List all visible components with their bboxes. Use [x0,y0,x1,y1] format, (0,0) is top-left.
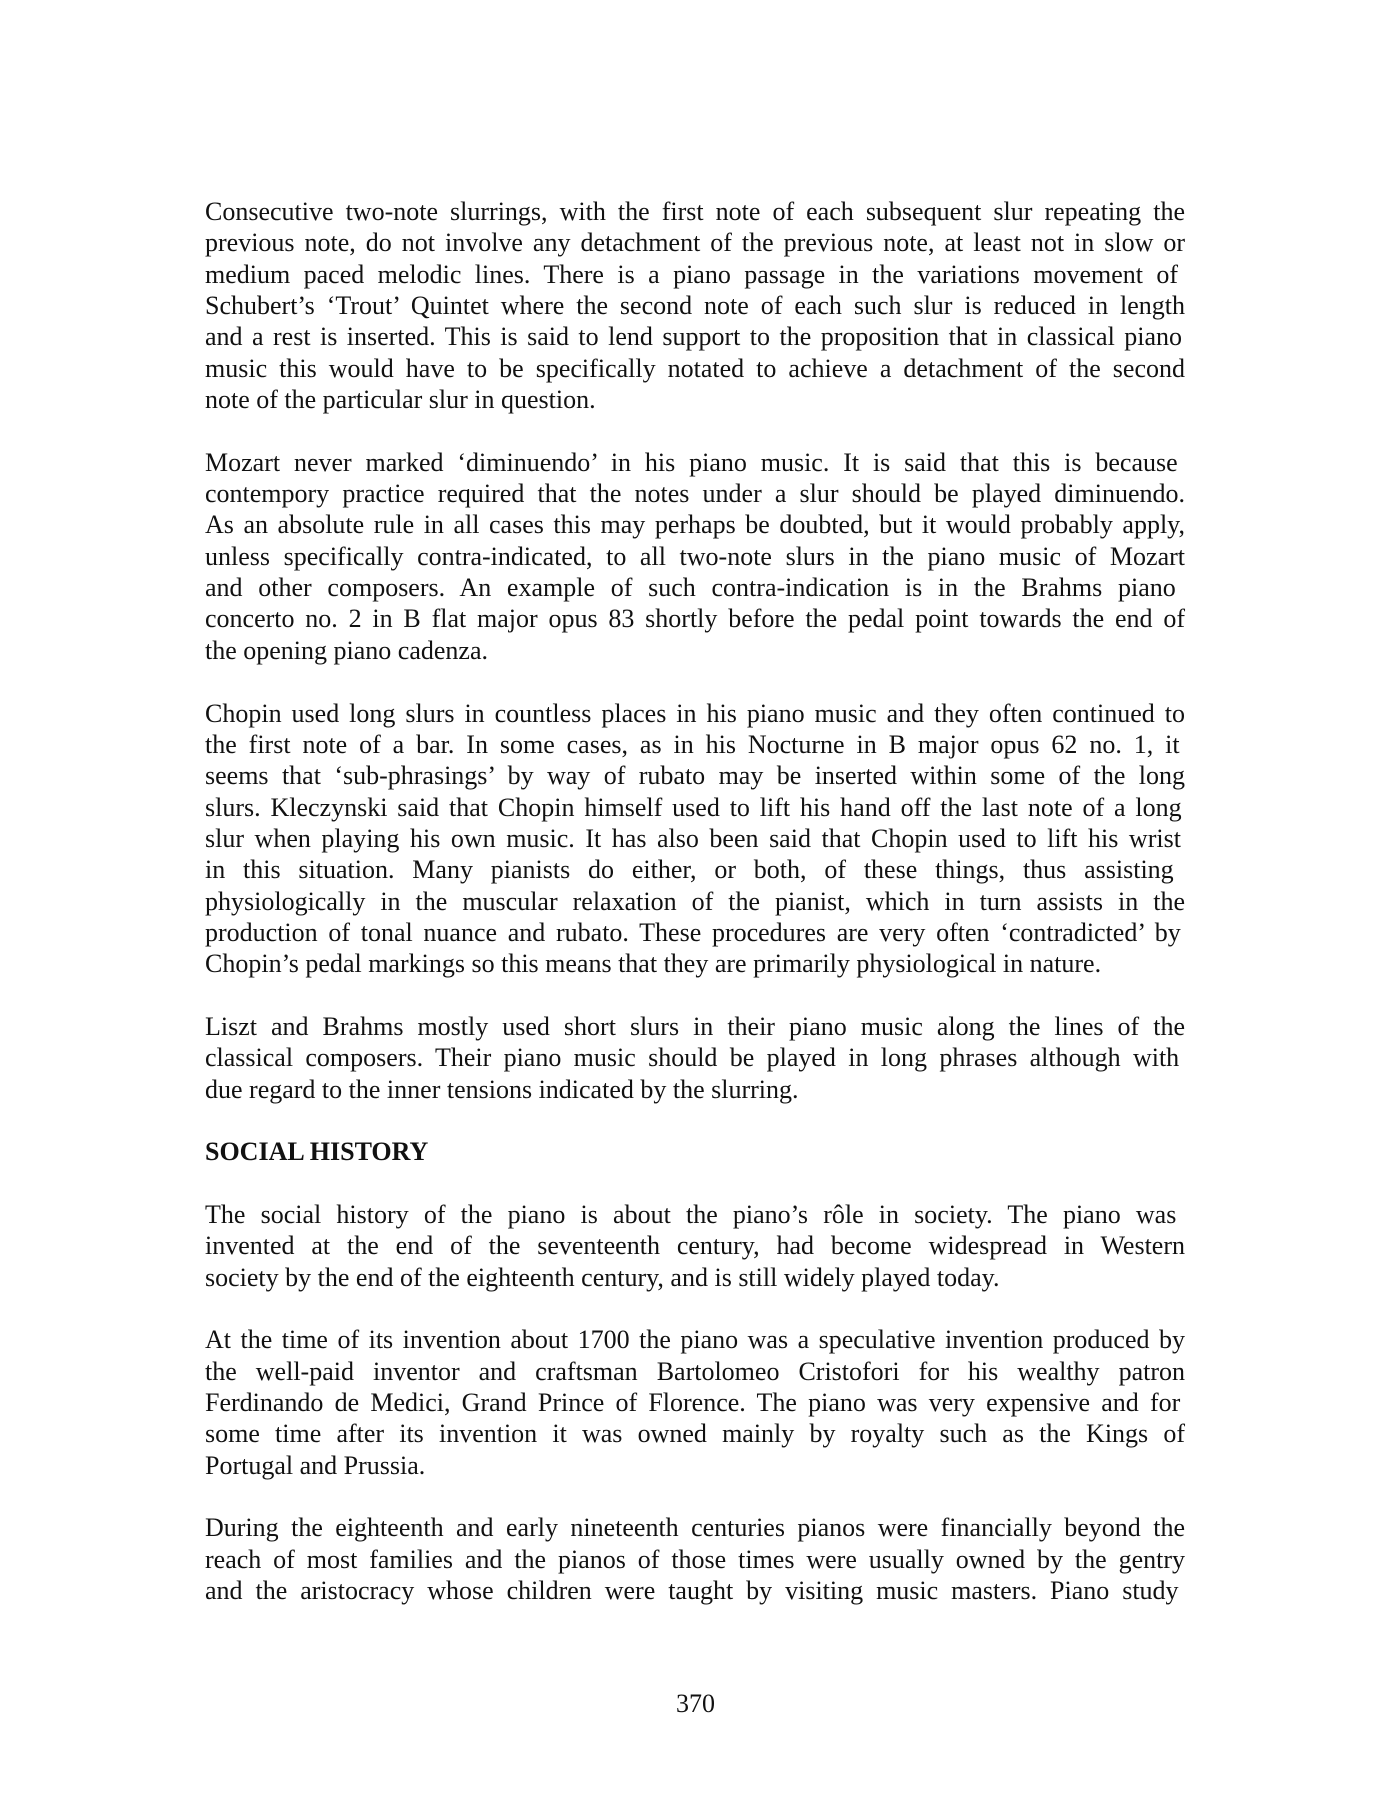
text-line: and a rest is inserted. This is said to lend support to the proposition that in classical piano [205,322,1183,352]
text-line: slur when playing his own music. It has also been said that Chopin used to lift his wrist [205,823,1181,853]
text-line: contempory practice required that the notes under a slur should be played diminuendo. [205,479,1185,509]
text-line: music this would have to be specifically notated to achieve a detachment of the second [205,353,1185,383]
text-line: concerto no. 2 in B flat major opus 83 shortly before the pedal point towards the end of [205,604,1185,634]
text-line: Liszt and Brahms mostly used short slurs in their piano music along the lines of the [205,1011,1185,1041]
text-line: The social history of the piano is about the piano’s rôle in society. The piano was [205,1200,1177,1229]
text-line: invented at the end of the seventeenth century, had become widespread in Western [205,1231,1185,1261]
text-line: During the eighteenth and early nineteenth centuries pianos were financially beyond the [205,1513,1185,1543]
text-line: classical composers. Their piano music should be played in long phrases although with [205,1043,1180,1073]
text-line: slurs. Kleczynski said that Chopin himself used to lift his hand off the last note of a long [205,792,1182,822]
text-line: due regard to the inner tensions indicated by the slurring. [205,1074,799,1104]
text-line: Ferdinando de Medici, Grand Prince of Florence. The piano was very expensive and for [205,1388,1181,1418]
text-line: some time after its invention it was owned mainly by royalty such as the Kings of [205,1419,1185,1449]
body-text [205,196,1185,1638]
paragraph [205,196,1185,415]
paragraph [205,698,1185,980]
text-line: Mozart never marked ‘diminuendo’ in his piano music. It is said that this is because [205,447,1178,477]
text-line: medium paced melodic lines. There is a piano passage in the variations movement of [205,259,1179,289]
text-line: and the aristocracy whose children were taught by visiting music masters. Piano study [205,1576,1179,1606]
text-line: production of tonal nuance and rubato. These procedures are very often ‘contradicted’ by [205,917,1181,947]
text-line: in this situation. Many pianists do either, or both, of these things, thus assisting [205,855,1174,885]
text-line: and other composers. An example of such contra-indication is in the Brahms piano [205,573,1176,603]
text-line: As an absolute rule in all cases this may perhaps be doubted, but it would probably apply, [205,510,1185,540]
text-line: Schubert’s ‘Trout’ Quintet where the second note of each such slur is reduced in length [205,291,1185,321]
text-line: note of the particular slur in question. [205,385,596,415]
paragraph [205,1199,1185,1293]
text-line: reach of most families and the pianos of those times were usually owned by the gentry [205,1544,1185,1574]
paragraph [205,1324,1185,1481]
paragraph [205,447,1185,666]
paragraph [205,1512,1185,1606]
text-line: physiologically in the muscular relaxation of the pianist, which in turn assists in the [205,886,1185,916]
text-line: Chopin’s pedal markings so this means that they are primarily physiological in nature. [205,949,1102,979]
text-line: unless specifically contra-indicated, to all two-note slurs in the piano music of Mozart [205,541,1185,571]
text-line: Consecutive two-note slurrings, with the first note of each subsequent slur repeating the [205,197,1185,226]
paragraph [205,1011,1185,1105]
text-line: the first note of a bar. In some cases, as in his Nocturne in B major opus 62 no. 1, it [205,729,1180,759]
text-line: Chopin used long slurs in countless places in his piano music and they often continued to [205,698,1185,728]
text-line: society by the end of the eighteenth century, and is still widely played today. [205,1262,1000,1292]
section-heading: SOCIAL HISTORY [205,1137,429,1167]
text-line: the opening piano cadenza. [205,635,488,665]
text-line: Portugal and Prussia. [205,1450,426,1480]
page-number: 370 [676,1689,715,1718]
text-line: seems that ‘sub-phrasings’ by way of rubato may be inserted within some of the long [205,761,1185,791]
text-line: previous note, do not involve any detachment of the previous note, at least not in slow or [205,228,1185,258]
text-line: the well-paid inventor and craftsman Bartolomeo Cristofori for his wealthy patron [205,1356,1185,1386]
text-line: At the time of its invention about 1700 the piano was a speculative invention produced by [205,1325,1185,1355]
